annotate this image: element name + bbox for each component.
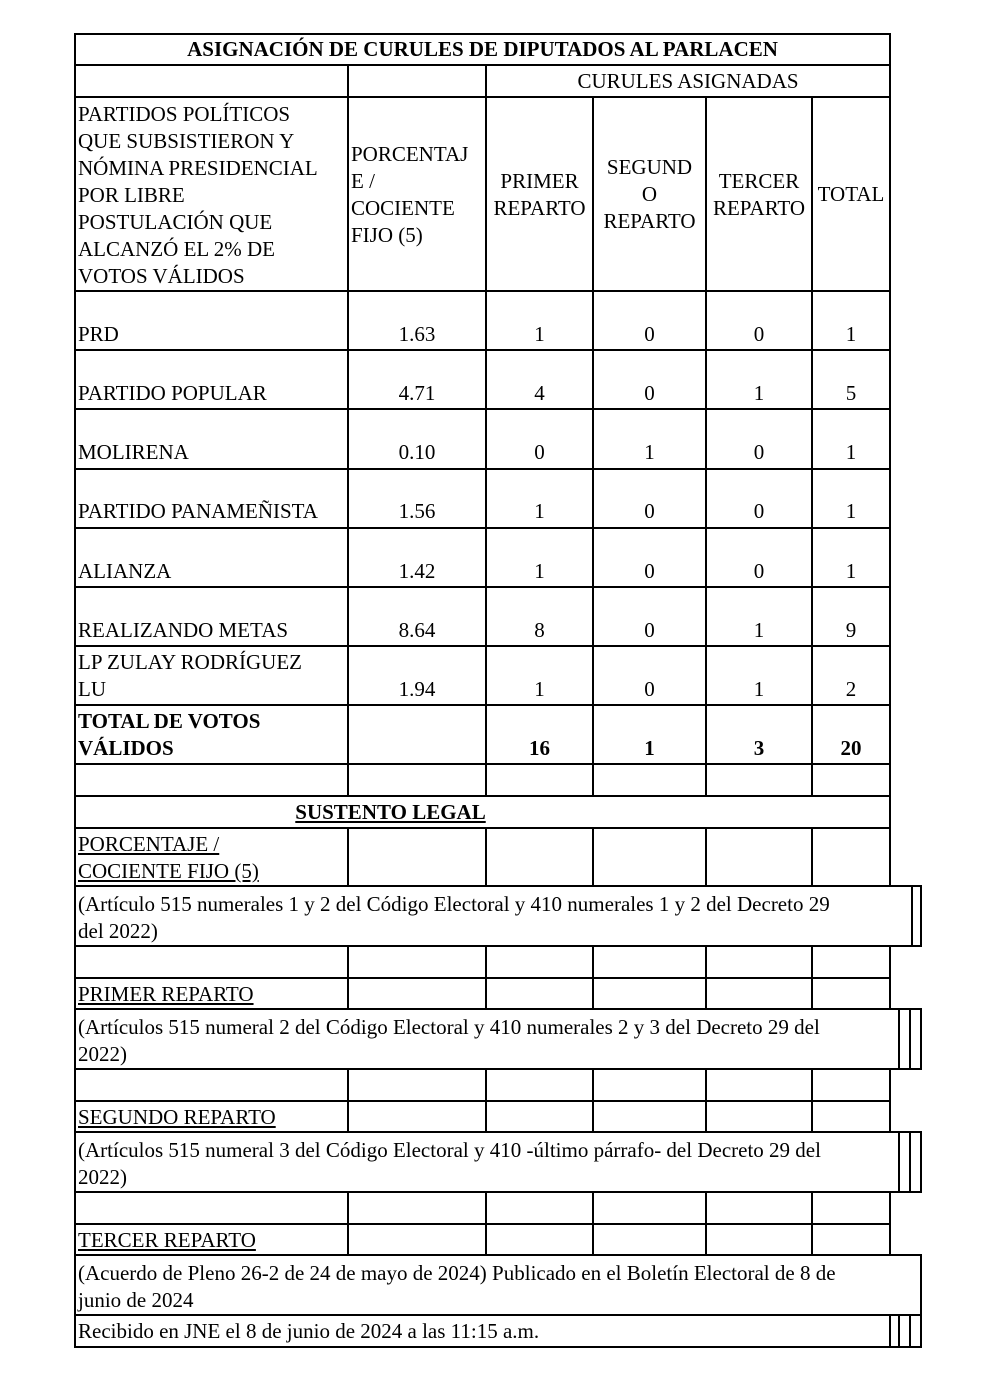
legal-second-label: SEGUNDO REPARTO — [78, 1105, 276, 1129]
document-page: ASIGNACIÓN DE CURULES DE DIPUTADOS AL PARLACEN CURULES ASIGNADAS PARTIDOS POLÍTICOS QUE SUBSISTIERON Y NÓMINA PRESIDENCIAL POR LIBRE POSTULACIÓN QUE ALCANZÓ EL 2% DE VOTOS VÁLIDOS PORCENTAJ E / COCIENTE FIJO (5) PRIMER REPARTO SEGUND O REPARTO TERCER REPARTO TOTAL PRD 1.63 1 0 0 1 PARTIDO POPULAR 4.71 4 0 1 5 MOLIRENA 0.10 0 1 0 1 PARTIDO PANAMEÑISTA 1.56 1 0 0 1 ALIANZA 1.42 1 0 0 1 REALIZANDO METAS 8.64 8 0 1 9 LP ZULAY RODRÍGUEZ LU 1.94 1 0 1 2 TOTAL DE VOTOS VÁLIDOS 16 1 3 20 SUSTENTO LEGAL PORCENTAJE / COCIENTE FIJO (5) (Artículo 515 numerales 1 y 2 del Código Electoral y 410 numerales 1 y 2 del Decreto 29 del 2022) PRIMER REPARTO (Artículos 515 numeral 2 del Código Electoral y 410 numerales 2 y 3 del Decreto 29 del 2022) SEGUNDO REPARTO (Artículos 515 numeral 3 del Código Electoral y 410 -último párrafo- del Decreto 29 del 2022) TERCER REPARTO (Acuerdo de Pleno 26-2 de 24 de mayo de 2024) Publicado en el Boletín Electoral de 8 de junio de 2024 Recibido en JNE el 8 de junio de 2024 a las 11:15 a.m. — [0, 0, 992, 1375]
table-title: ASIGNACIÓN DE CURULES DE DIPUTADOS AL PARLACEN — [187, 37, 778, 61]
legal-third-label: TERCER REPARTO — [78, 1228, 256, 1252]
curules-asignadas-header: CURULES ASIGNADAS — [577, 69, 799, 93]
header-total-column: TOTAL — [817, 182, 885, 206]
legal-heading: SUSTENTO LEGAL — [295, 800, 486, 824]
legal-first-label: PRIMER REPARTO — [78, 982, 254, 1006]
received-note: Recibido en JNE el 8 de junio de 2024 a las 11:15 a.m. — [78, 1319, 540, 1343]
